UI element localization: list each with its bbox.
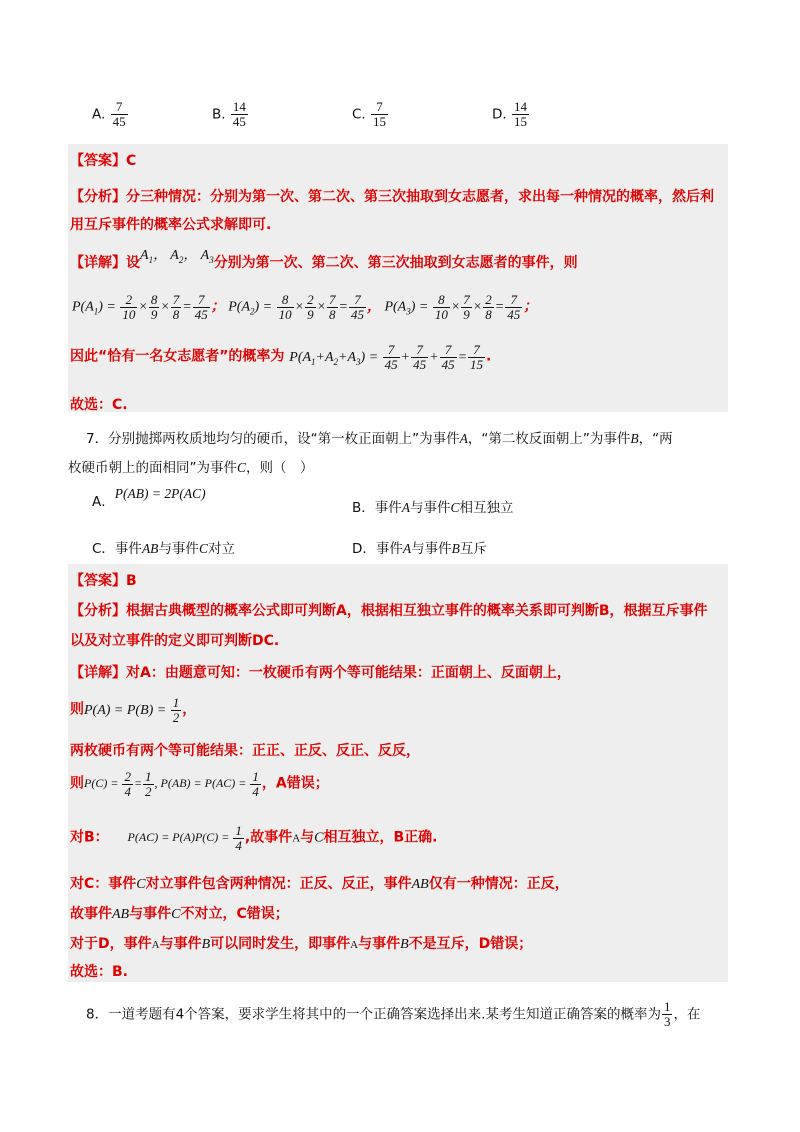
q7-analysis-2: 以及对立事件的定义即可判断DC.	[70, 633, 280, 649]
q6-therefore: 因此“恰有一名女志愿者”的概率为 $P(A_1+A_2+A_3)$ = $\frac{7}{45}$ + $\frac{7}{45}$ + $\frac{7}{45}$ = $\frac{7}{15}$ .	[70, 342, 492, 372]
q7-two-coins: 两枚硬币有两个等可能结果：正正、正反、反正、反反，	[70, 743, 420, 759]
q7-detail-pc: 则P(C) = $\frac{2}{4}$ = $\frac{1}{2}$ , P(AB) = P(AC) = $\frac{1}{4}$ ，A错误；	[70, 769, 329, 799]
q7-choose: 故选：B.	[70, 964, 128, 980]
q7-detail-prob: 则P(A) = P(B) = $\frac{1}{2}$ ，	[70, 695, 197, 725]
q7-for-b: 对B： P(AC) = P(A)P(C) = $\frac{1}{4}$ ,故事件A与C相互独立，B正确.	[70, 823, 438, 853]
q6-option-d: D. $\frac{14}{15}$	[492, 99, 527, 129]
q7-option-a: A．P(AB) = 2P(AC)	[92, 486, 206, 510]
q6-analysis-2: 用互斥事件的概率公式求解即可.	[70, 217, 272, 233]
q6-probabilities: $P(A_1)$ = $\frac{2}{10}$ × $\frac{8}{9}$ × $\frac{7}{8}$ = $\frac{7}{45}$ ； $P(A_2)$ = $\frac{8}{10}$ × $\frac{2}{9}$ × $\frac{7}{8}$ = $\frac{7}{45}$ ， $P(A_3)$ = $\frac{8}{10}$ × $\frac{7}{9}$ × $\frac{2}{8}$ = $\frac{7}{45}$ ；	[72, 292, 538, 322]
q8-stem: 8．一道考题有4个答案，要求学生将其中的一个正确答案选择出来.某考生知道正确答案的概率为 $\frac{1}{3}$ ，在	[86, 999, 701, 1029]
q6-option-c: C. $\frac{7}{15}$	[352, 99, 387, 129]
q6-option-a: A. $\frac{7}{45}$	[92, 99, 126, 129]
q7-stem-2: 枚硬币朝上的面相同”为事件C，则（ ）	[68, 460, 314, 476]
q7-option-d: D．事件A与事件B互斥	[352, 541, 487, 557]
q6-choose: 故选：C.	[70, 397, 128, 413]
q6-detail: 【详解】设$A_1$， $A_2$， $A_3$分别为第一次、第二次、第三次抽取到女志愿者的事件，则	[70, 248, 578, 271]
q7-for-d: 对于D，事件A与事件B可以同时发生，即事件A与事件B不是互斥，D错误；	[70, 936, 533, 952]
q7-option-c: C．事件AB与事件C对立	[92, 541, 235, 557]
q7-stem-1: 7．分别抛掷两枚质地均匀的硬币，设“第一枚正面朝上”为事件A，“第二枚反面朝上”为事件B，“两	[86, 431, 673, 447]
q7-detail-1: 【详解】对A：由题意可知：一枚硬币有两个等可能结果：正面朝上、反面朝上，	[70, 665, 571, 681]
q7-c-line2: 故事件AB与事件C不对立，C错误；	[70, 906, 289, 922]
q6-option-b: B. $\frac{14}{45}$	[212, 99, 246, 129]
q7-analysis-1: 【分析】根据古典概型的概率公式即可判断A，根据相互独立事件的概率关系即可判断B，根据互斥事件	[70, 603, 708, 619]
q7-option-b: B．事件A与事件C相互独立	[352, 500, 514, 516]
q6-analysis-1: 【分析】分三种情况：分别为第一次、第二次、第三次抽取到女志愿者，求出每一种情况的概率，然后利	[70, 189, 714, 205]
q6-answer: 【答案】C	[70, 153, 137, 169]
q7-answer: 【答案】B	[70, 573, 137, 589]
q7-for-c: 对C：事件C对立事件包含两种情况：正反、反正，事件AB仅有一种情况：正反，	[70, 876, 569, 892]
